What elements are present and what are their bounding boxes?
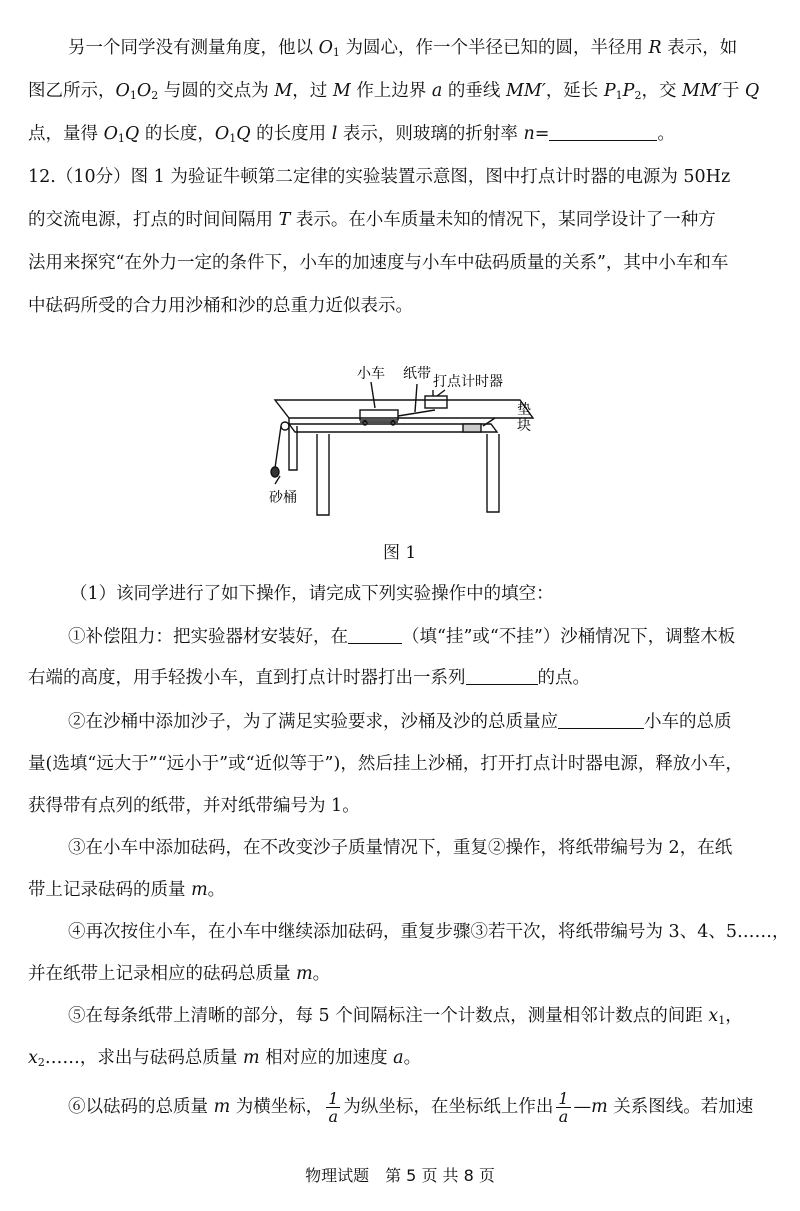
page-footer: 物理试题 第 5 页 共 8 页 xyxy=(305,1166,495,1185)
label-timer: 打点计时器 xyxy=(433,374,503,390)
experiment-apparatus-figure xyxy=(265,360,535,530)
answer-blank-n[interactable] xyxy=(549,123,657,141)
fraction-one-over-a: $\frac{1}{a}$ xyxy=(328,1089,339,1126)
step4-line-2: 并在纸带上记录相应的砝码总质量 m。 xyxy=(28,964,331,984)
fraction-one-over-a-2: $\frac{1}{a}$ xyxy=(558,1089,569,1126)
answer-blank-mass-relation[interactable] xyxy=(558,711,644,729)
q12-line-4: 中砝码所受的合力用沙桶和沙的总重力近似表示。 xyxy=(28,296,413,316)
table-leg-right xyxy=(487,434,499,512)
label-pad-2: 块 xyxy=(517,418,531,434)
q12-line-3: 法用来探究“在外力一定的条件下，小车的加速度与小车中砝码质量的关系”，其中小车和车 xyxy=(28,253,729,273)
step4-line-1: ④再次按住小车，在小车中继续添加砝码，重复步骤③若干次，将纸带编号为 3、4、5……， xyxy=(68,922,790,942)
q12-line-1: 12.（10分）图 1 为验证牛顿第二定律的实验装置示意图，图中打点计时器的电源为 50Hz xyxy=(28,167,731,187)
step3-line-1: ③在小车中添加砝码，在不改变沙子质量情况下，重复②操作，将纸带编号为 2，在纸 xyxy=(68,838,733,858)
table-leg-left xyxy=(317,434,329,515)
q12-line-2: 的交流电源，打点的时间间隔用 T 表示。在小车质量未知的情况下，某同学设计了一种方 xyxy=(28,210,716,230)
dot-timer xyxy=(425,396,447,408)
label-pad-1: 垫 xyxy=(517,402,531,418)
step2-line-1: ②在沙桶中添加沙子，为了满足实验要求，沙桶及沙的总质量应 小车的总质 xyxy=(68,712,732,732)
figure-caption: 图 1 xyxy=(383,543,417,563)
label-tape: 纸带 xyxy=(403,366,431,382)
step5-line-1: ⑤在每条纸带上清晰的部分，每 5 个间隔标注一个计数点，测量相邻计数点的间距 $x_1$， xyxy=(68,1006,743,1027)
label-bucket: 砂桶 xyxy=(269,490,297,506)
paper-tape xyxy=(398,410,435,416)
pad-block xyxy=(463,424,481,432)
step3-line-2: 带上记录砝码的质量 m。 xyxy=(28,880,226,900)
step1-line-1: ①补偿阻力：把实验器材安装好，在 （填“挂”或“不挂”）沙桶情况下，调整木板 xyxy=(68,627,736,647)
label-cart: 小车 xyxy=(357,366,385,382)
pulley xyxy=(281,422,289,430)
step2-line-2: 量(选填“远大于”“远小于”或“近似等于”)，然后挂上沙桶，打开打点计时器电源，释放小车， xyxy=(28,754,743,774)
answer-blank-dots[interactable] xyxy=(466,667,538,685)
p1-line-3: 点，量得 $O_1Q$ 的长度，$O_1Q$ 的长度用 l 表示，则玻璃的折射率 n= 。 xyxy=(28,124,675,145)
part1-intro: （1）该同学进行了如下操作，请完成下列实验操作中的填空： xyxy=(70,584,554,604)
sand-bucket xyxy=(271,467,279,477)
step2-line-3: 获得带有点列的纸带，并对纸带编号为 1。 xyxy=(28,796,360,816)
step5-line-2: $x_2\dots\dots$，求出与砝码总质量 m 相对应的加速度 a。 xyxy=(28,1048,422,1069)
step6-line-1: ⑥以砝码的总质量 m 为横坐标， $\frac{1}{a}$ 为纵坐标，在坐标纸上作出 $\frac{1}{a}$ —m 关系图线。若加速 xyxy=(68,1089,754,1126)
p1-line-1: 另一个同学没有测量角度，他以 $O_1$ 为圆心，作一个半径已知的圆，半径用 R 表示，如 xyxy=(68,38,738,59)
step1-line-2: 右端的高度，用手轻拨小车，直到打点计时器打出一系列 的点。 xyxy=(28,668,590,688)
answer-blank-hang[interactable] xyxy=(348,626,402,644)
p1-line-2: 图乙所示，$O_1O_2$ 与圆的交点为 M，过 M 作上边界 a 的垂线 MM′，延长 $P_1P_2$，交 MM′于 Q xyxy=(28,81,760,102)
